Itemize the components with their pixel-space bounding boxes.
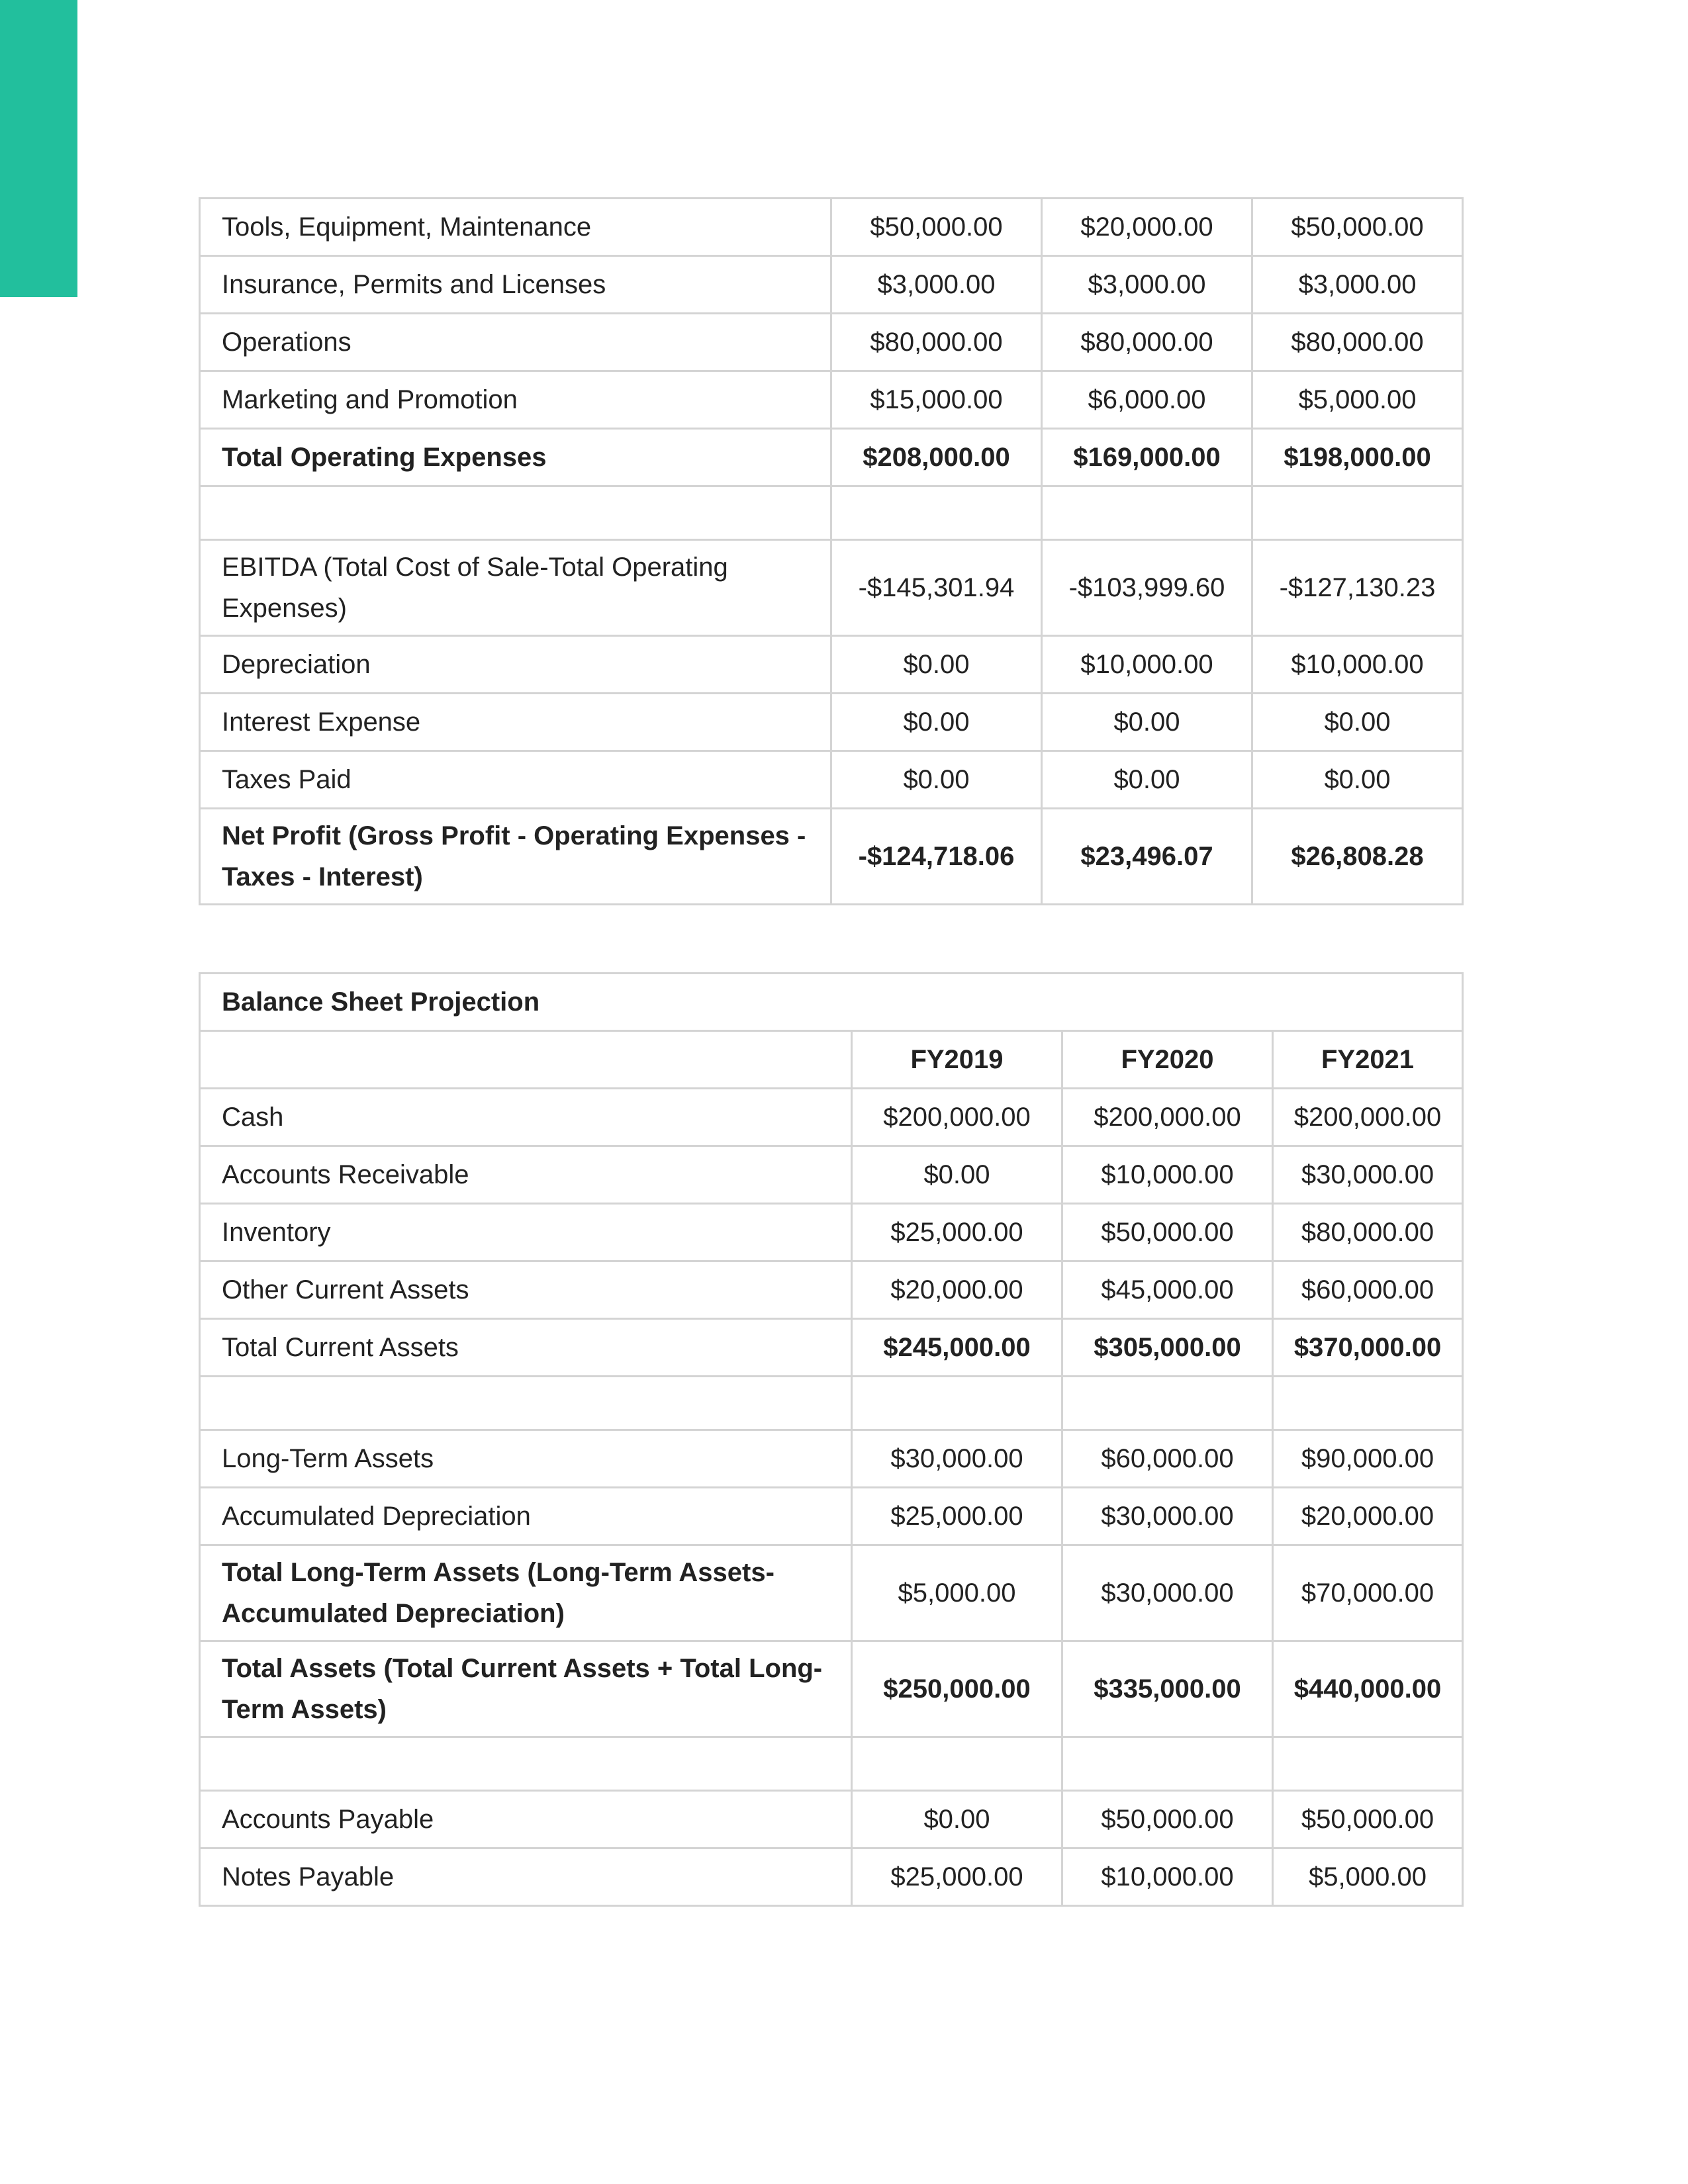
fy2019-value: $15,000.00 — [831, 371, 1042, 429]
fy2020-value: $45,000.00 — [1062, 1261, 1273, 1319]
row-label: Accumulated Depreciation — [200, 1488, 852, 1545]
row-label: Total Long-Term Assets (Long-Term Assets-Accumulated Depreciation) — [200, 1545, 852, 1641]
balance-sheet-table — [199, 972, 1464, 1907]
row-label — [200, 1377, 852, 1430]
fy2021-value: $50,000.00 — [1273, 1791, 1463, 1848]
row-label: Tools, Equipment, Maintenance — [200, 199, 831, 256]
table-title: Balance Sheet Projection — [200, 974, 1463, 1031]
fy2021-value: $80,000.00 — [1273, 1204, 1463, 1261]
fy2020-value: $200,000.00 — [1062, 1089, 1273, 1146]
fy2019-value: $3,000.00 — [831, 256, 1042, 314]
row-label: Total Operating Expenses — [200, 429, 831, 486]
fy2019-value: $0.00 — [831, 694, 1042, 751]
fy2019-value: $200,000.00 — [852, 1089, 1062, 1146]
fy2020-value: -$103,999.60 — [1042, 540, 1252, 636]
row-label: Operations — [200, 314, 831, 371]
table-row — [200, 636, 1463, 694]
spacer-row — [200, 1737, 1463, 1791]
spacer-row — [200, 486, 1463, 540]
fy2020-value: $80,000.00 — [1042, 314, 1252, 371]
fy2020-value: $60,000.00 — [1062, 1430, 1273, 1488]
table-row — [200, 751, 1463, 809]
table-row — [200, 1848, 1463, 1906]
row-label: Marketing and Promotion — [200, 371, 831, 429]
row-label: Total Assets (Total Current Assets + Total Long-Term Assets) — [200, 1641, 852, 1737]
operating-expenses-table — [199, 197, 1464, 905]
fy2020-value — [1062, 1377, 1273, 1430]
fy2020-value: $335,000.00 — [1062, 1641, 1273, 1737]
table-row — [200, 1791, 1463, 1848]
fy2021-value: $50,000.00 — [1252, 199, 1463, 256]
fy2019-value: $0.00 — [831, 751, 1042, 809]
fy2020-value: $169,000.00 — [1042, 429, 1252, 486]
spacer-row — [200, 1377, 1463, 1430]
fy2021-value — [1252, 486, 1463, 540]
row-label: Interest Expense — [200, 694, 831, 751]
table-row — [200, 1261, 1463, 1319]
row-label: Other Current Assets — [200, 1261, 852, 1319]
fy2020-value: $30,000.00 — [1062, 1488, 1273, 1545]
fy2020-value: $10,000.00 — [1062, 1146, 1273, 1204]
total-row — [200, 429, 1463, 486]
table-row — [200, 314, 1463, 371]
row-label: Total Current Assets — [200, 1319, 852, 1377]
total-row — [200, 1319, 1463, 1377]
table-row — [200, 1488, 1463, 1545]
fy2019-value: $25,000.00 — [852, 1488, 1062, 1545]
table-row — [200, 1204, 1463, 1261]
row-label: Insurance, Permits and Licenses — [200, 256, 831, 314]
table-title-row — [200, 974, 1463, 1031]
fy2021-value: $90,000.00 — [1273, 1430, 1463, 1488]
fy2020-value: $23,496.07 — [1042, 809, 1252, 905]
row-label: Depreciation — [200, 636, 831, 694]
row-label: Long-Term Assets — [200, 1430, 852, 1488]
fy2021-value: $198,000.00 — [1252, 429, 1463, 486]
fy2021-value: $70,000.00 — [1273, 1545, 1463, 1641]
fy2021-value: $20,000.00 — [1273, 1488, 1463, 1545]
fy2019-value: -$124,718.06 — [831, 809, 1042, 905]
fy2020-value: $20,000.00 — [1042, 199, 1252, 256]
fy2020-value: $10,000.00 — [1062, 1848, 1273, 1906]
table-row — [200, 694, 1463, 751]
fy2020-value: $50,000.00 — [1062, 1791, 1273, 1848]
row-label: Taxes Paid — [200, 751, 831, 809]
row-label: Accounts Payable — [200, 1791, 852, 1848]
table-row — [200, 1146, 1463, 1204]
fy2021-value — [1273, 1377, 1463, 1430]
fy2019-value: $5,000.00 — [852, 1545, 1062, 1641]
fy2020-value: $3,000.00 — [1042, 256, 1252, 314]
fy2019-value: $25,000.00 — [852, 1848, 1062, 1906]
fy2019-value: $250,000.00 — [852, 1641, 1062, 1737]
fy2019-value — [852, 1737, 1062, 1791]
fy2019-value: $25,000.00 — [852, 1204, 1062, 1261]
fy2021-value: $60,000.00 — [1273, 1261, 1463, 1319]
fy2020-value — [1042, 486, 1252, 540]
fy2021-value: $0.00 — [1252, 694, 1463, 751]
table-row — [200, 371, 1463, 429]
fy2019-value: $245,000.00 — [852, 1319, 1062, 1377]
column-header-fy2021: FY2021 — [1273, 1031, 1463, 1089]
fy2021-value: $0.00 — [1252, 751, 1463, 809]
fy2021-value: $200,000.00 — [1273, 1089, 1463, 1146]
fy2020-value: $0.00 — [1042, 751, 1252, 809]
fy2021-value: $26,808.28 — [1252, 809, 1463, 905]
fy2020-value: $0.00 — [1042, 694, 1252, 751]
fy2021-value: $440,000.00 — [1273, 1641, 1463, 1737]
fy2019-value: $20,000.00 — [852, 1261, 1062, 1319]
fy2021-value: -$127,130.23 — [1252, 540, 1463, 636]
header-empty-cell — [200, 1031, 852, 1089]
row-label: Notes Payable — [200, 1848, 852, 1906]
table-row — [200, 540, 1463, 636]
fy2021-value: $30,000.00 — [1273, 1146, 1463, 1204]
fy2019-value: $0.00 — [831, 636, 1042, 694]
column-header-fy2019: FY2019 — [852, 1031, 1062, 1089]
fy2021-value: $10,000.00 — [1252, 636, 1463, 694]
fy2021-value: $370,000.00 — [1273, 1319, 1463, 1377]
row-label: Cash — [200, 1089, 852, 1146]
row-label: Inventory — [200, 1204, 852, 1261]
table-header-row — [200, 1031, 1463, 1089]
fy2021-value: $3,000.00 — [1252, 256, 1463, 314]
column-header-fy2020: FY2020 — [1062, 1031, 1273, 1089]
fy2020-value — [1062, 1737, 1273, 1791]
row-label — [200, 486, 831, 540]
fy2020-value: $30,000.00 — [1062, 1545, 1273, 1641]
row-label: EBITDA (Total Cost of Sale-Total Operating Expenses) — [200, 540, 831, 636]
fy2020-value: $305,000.00 — [1062, 1319, 1273, 1377]
total-row — [200, 809, 1463, 905]
fy2019-value: -$145,301.94 — [831, 540, 1042, 636]
row-label: Net Profit (Gross Profit - Operating Expenses - Taxes - Interest) — [200, 809, 831, 905]
fy2021-value: $80,000.00 — [1252, 314, 1463, 371]
fy2019-value — [852, 1377, 1062, 1430]
fy2019-value: $50,000.00 — [831, 199, 1042, 256]
fy2019-value: $0.00 — [852, 1791, 1062, 1848]
table-row — [200, 1089, 1463, 1146]
fy2019-value: $0.00 — [852, 1146, 1062, 1204]
fy2021-value: $5,000.00 — [1252, 371, 1463, 429]
fy2021-value — [1273, 1737, 1463, 1791]
table-row — [200, 199, 1463, 256]
fy2020-value: $50,000.00 — [1062, 1204, 1273, 1261]
fy2020-value: $6,000.00 — [1042, 371, 1252, 429]
total-row — [200, 1545, 1463, 1641]
fy2020-value: $10,000.00 — [1042, 636, 1252, 694]
total-row — [200, 1641, 1463, 1737]
table-row — [200, 1430, 1463, 1488]
fy2021-value: $5,000.00 — [1273, 1848, 1463, 1906]
fy2019-value: $30,000.00 — [852, 1430, 1062, 1488]
table-row — [200, 256, 1463, 314]
fy2019-value: $208,000.00 — [831, 429, 1042, 486]
fy2019-value — [831, 486, 1042, 540]
row-label: Accounts Receivable — [200, 1146, 852, 1204]
fy2019-value: $80,000.00 — [831, 314, 1042, 371]
row-label — [200, 1737, 852, 1791]
accent-bar — [0, 0, 77, 297]
